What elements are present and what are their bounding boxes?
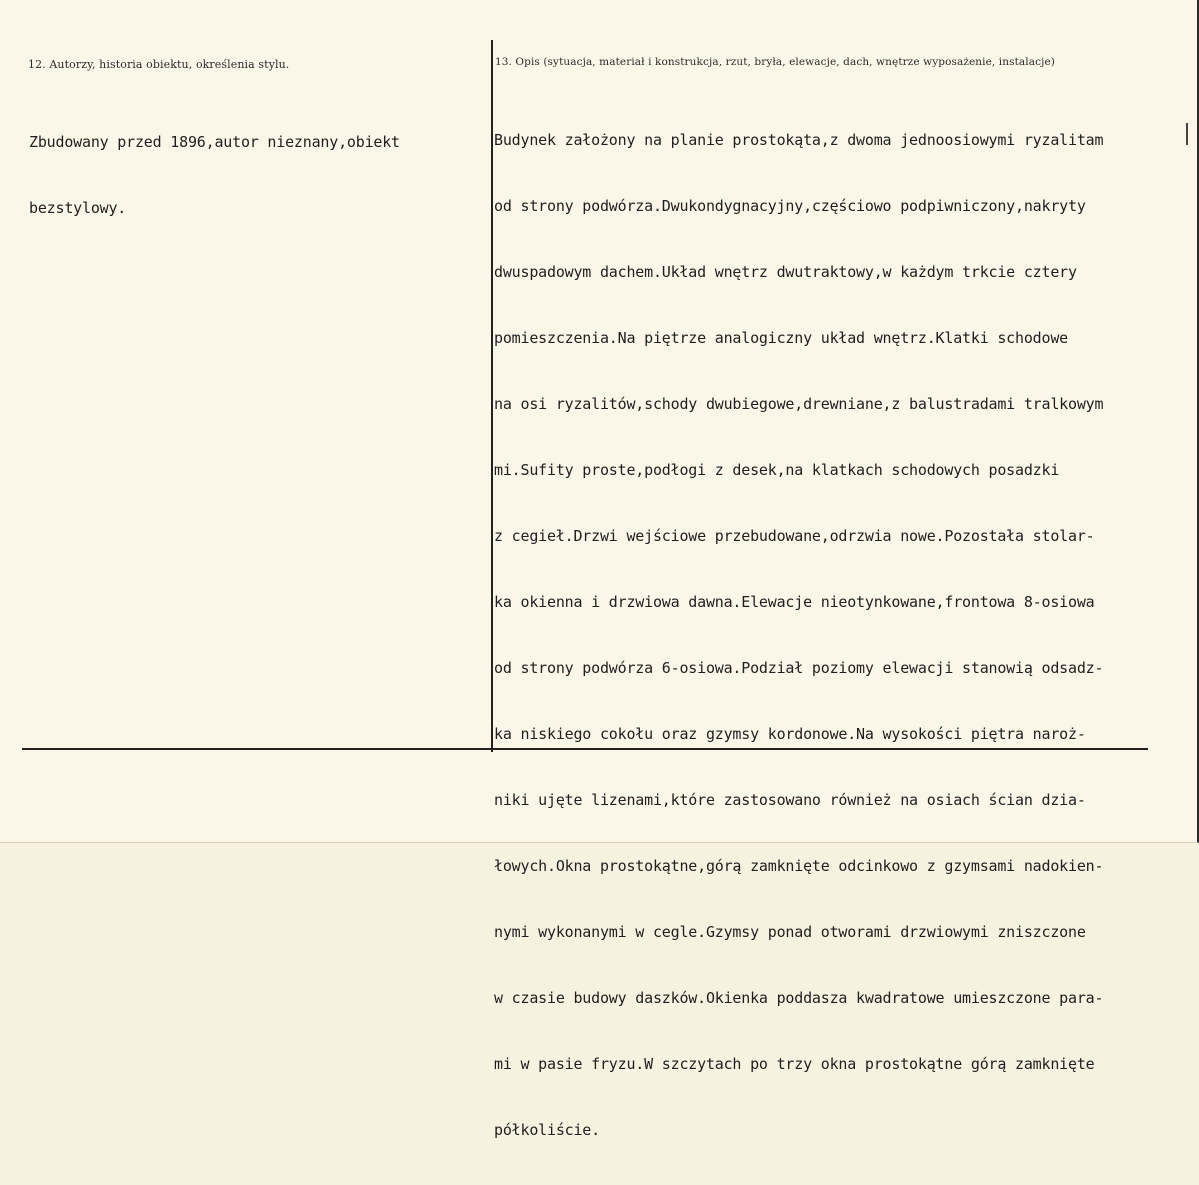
section-13-line-5: na osi ryzalitów,schody dwubiegowe,drewniane,z balustradami tralkowym [494, 395, 1104, 413]
bottom-rule [22, 748, 1148, 750]
section-12-heading: 12. Autorzy, historia obiektu, określenia stylu. [28, 58, 290, 71]
section-13-line-1: Budynek założony na planie prostokąta,z dwoma jednoosiowymi ryzalitam [494, 131, 1104, 149]
margin-mark [1186, 123, 1188, 145]
section-13-line-15: mi w pasie fryzu.W szczytach po trzy okna prostokątne górą zamknięte [494, 1055, 1095, 1073]
section-13-line-11: niki ujęte lizenami,które zastosowano również na osiach ścian dzia- [494, 791, 1086, 809]
section-13-line-6: mi.Sufity proste,podłogi z desek,na klatkach schodowych posadzki [494, 461, 1060, 479]
section-12-line-1: Zbudowany przed 1896,autor nieznany,obiekt [29, 133, 400, 151]
section-13-line-14: w czasie budowy daszków.Okienka poddasza kwadratowe umieszczone para- [494, 989, 1104, 1007]
section-13-heading: 13. Opis (sytuacja, materiał i konstrukcja, rzut, bryła, elewacje, dach, wnętrze wyposażenie, instalacje) [495, 56, 1055, 68]
section-13-line-3: dwuspadowym dachem.Układ wnętrz dwutraktowy,w każdym trkcie cztery [494, 263, 1077, 281]
section-13-typed-text [494, 85, 1103, 1185]
section-13-line-2: od strony podwórza.Dwukondygnacyjny,częściowo podpiwniczony,nakryty [494, 197, 1086, 215]
section-13-line-4: pomieszczenia.Na piętrze analogiczny układ wnętrz.Klatki schodowe [494, 329, 1068, 347]
column-divider [491, 40, 493, 752]
section-13-line-16: półkoliście. [494, 1121, 600, 1139]
section-12-line-2: bezstylowy. [29, 199, 127, 217]
section-13-line-13: nymi wykonanymi w cegle.Gzymsy ponad otworami drzwiowymi zniszczone [494, 923, 1086, 941]
section-13-line-9: od strony podwórza 6-osiowa.Podział poziomy elewacji stanowią odsadz- [494, 659, 1104, 677]
section-13-line-12: łowych.Okna prostokątne,górą zamknięte odcinkowo z gzymsami nadokien- [494, 857, 1104, 875]
section-12-typed-text [29, 87, 400, 263]
section-13-line-7: z cegieł.Drzwi wejściowe przebudowane,odrzwia nowe.Pozostała stolar- [494, 527, 1095, 545]
section-13-line-10: ka niskiego cokołu oraz gzymsy kordonowe.Na wysokości piętra naroż- [494, 725, 1086, 743]
section-13-line-8: ka okienna i drzwiowa dawna.Elewacje nieotynkowane,frontowa 8-osiowa [494, 593, 1095, 611]
